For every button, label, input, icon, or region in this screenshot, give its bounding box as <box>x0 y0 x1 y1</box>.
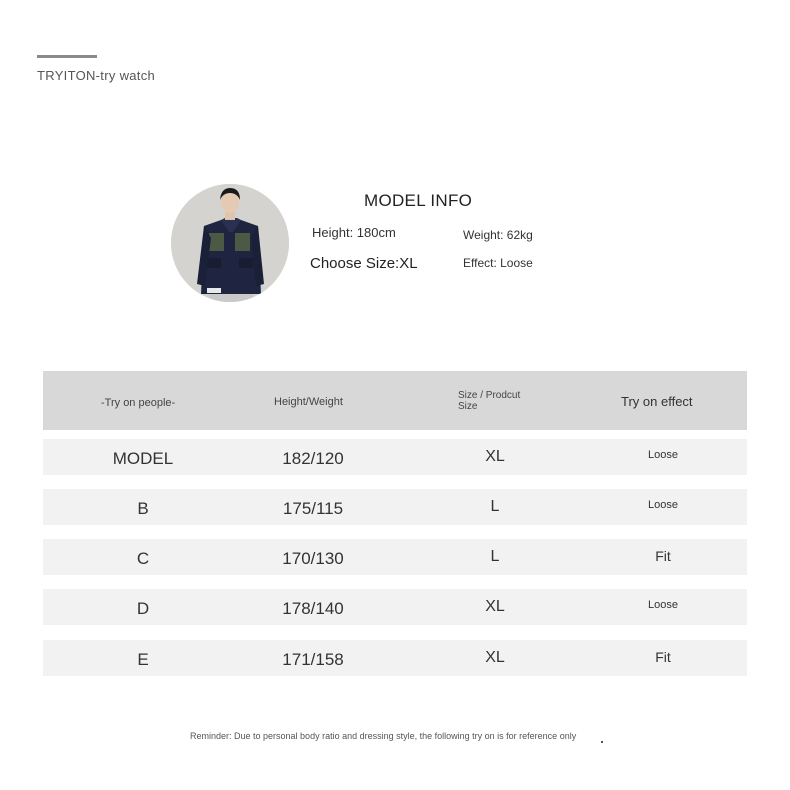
table-row: C 170/130 L Fit <box>43 539 747 575</box>
table-row: MODEL 182/120 XL Loose <box>43 439 747 475</box>
reminder-dot <box>601 741 603 743</box>
model-weight: Weight: 62kg <box>463 228 533 242</box>
table-row: B 175/115 L Loose <box>43 489 747 525</box>
person-icon <box>171 184 289 302</box>
model-effect: Effect: Loose <box>463 256 533 270</box>
header-size: Size / Prodcut Size <box>458 390 521 412</box>
header-try-on-effect: Try on effect <box>621 394 693 409</box>
table-row: E 171/158 XL Fit <box>43 640 747 676</box>
table-header <box>43 371 747 430</box>
section-title: TRYITON-try watch <box>37 68 156 83</box>
header-height-weight: Height/Weight <box>274 396 343 408</box>
model-photo <box>171 184 289 302</box>
section-rule <box>37 55 97 58</box>
table-row: D 178/140 XL Loose <box>43 589 747 625</box>
model-height: Height: 180cm <box>312 225 396 240</box>
model-choose-size: Choose Size:XL <box>310 255 418 272</box>
header-try-on-people: -Try on people- <box>101 397 176 409</box>
reminder-note: Reminder: Due to personal body ratio and dressing style, the following try on is for reference only <box>190 731 577 741</box>
model-info-title: MODEL INFO <box>364 191 473 210</box>
